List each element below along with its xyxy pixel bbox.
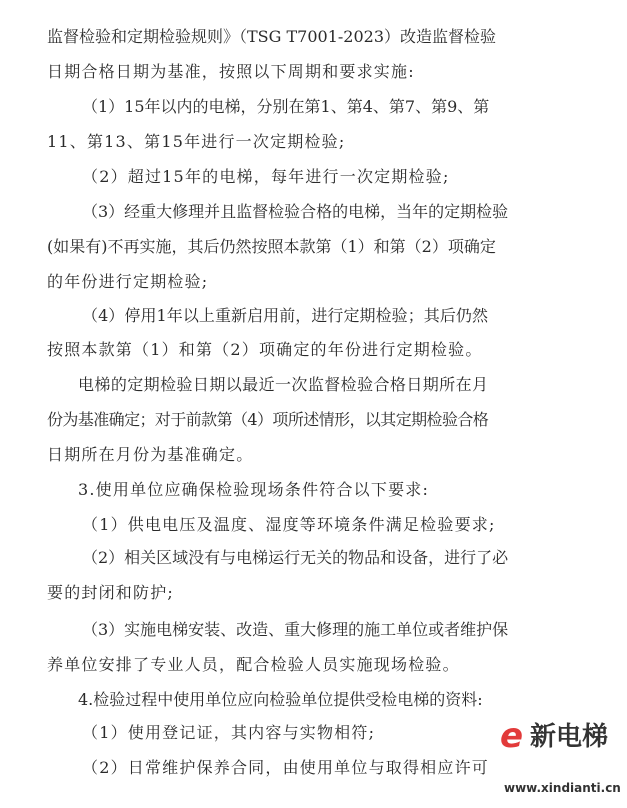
watermark [500, 716, 627, 808]
text-line: （4）停用1年以上重新启用前，进行定期检验；其后仍然 [82, 306, 488, 325]
text-line: 4.检验过程中使用单位应向检验单位提供受检电梯的资料: [78, 690, 483, 709]
watermark-brand: 新电梯 [530, 722, 609, 752]
text-line: （2）日常维护保养合同，由使用单位与取得相应许可 [82, 758, 489, 777]
text-line: 的年份进行定期检验; [47, 272, 209, 291]
text-line: 11、第13、第15年进行一次定期检验; [47, 132, 346, 151]
text-line: 监督检验和定期检验规则》（TSG T7001-2023）改造监督检验 [47, 27, 497, 46]
text-line: （1）供电电压及温度、湿度等环境条件满足检验要求; [82, 515, 496, 534]
brand-logo-icon: e [500, 716, 524, 756]
text-line: （1）15年以内的电梯，分别在第1、第4、第7、第9、第 [82, 97, 490, 116]
text-line: 3.使用单位应确保检验现场条件符合以下要求: [78, 480, 430, 499]
text-line: (如果有)不再实施，其后仍然按照本款第（1）和第（2）项确定 [47, 237, 496, 256]
watermark-url: www.xindianti.cn [504, 781, 621, 795]
text-line: （3）实施电梯安装、改造、重大修理的施工单位或者维护保 [82, 620, 509, 639]
text-line: 按照本款第（1）和第（2）项确定的年份进行定期检验。 [47, 340, 483, 359]
text-line: （3）经重大修理并且监督检验合格的电梯，当年的定期检验 [82, 202, 509, 221]
text-line: 日期合格日期为基准，按照以下周期和要求实施: [47, 62, 415, 81]
text-line: 份为基准确定；对于前款第（4）项所述情形，以其定期检验合格 [47, 410, 488, 429]
text-line: （1）使用登记证，其内容与实物相符; [82, 723, 376, 742]
text-line: 养单位安排了专业人员，配合检验人员实施现场检验。 [47, 655, 460, 674]
text-line: 电梯的定期检验日期以最近一次监督检验合格日期所在月 [78, 375, 488, 394]
text-line: 日期所在月份为基准确定。 [47, 445, 254, 464]
text-line: （2）相关区域没有与电梯运行无关的物品和设备，进行了必 [82, 548, 509, 567]
text-line: 要的封闭和防护; [47, 583, 174, 602]
text-line: （2）超过15年的电梯，每年进行一次定期检验; [82, 167, 450, 186]
